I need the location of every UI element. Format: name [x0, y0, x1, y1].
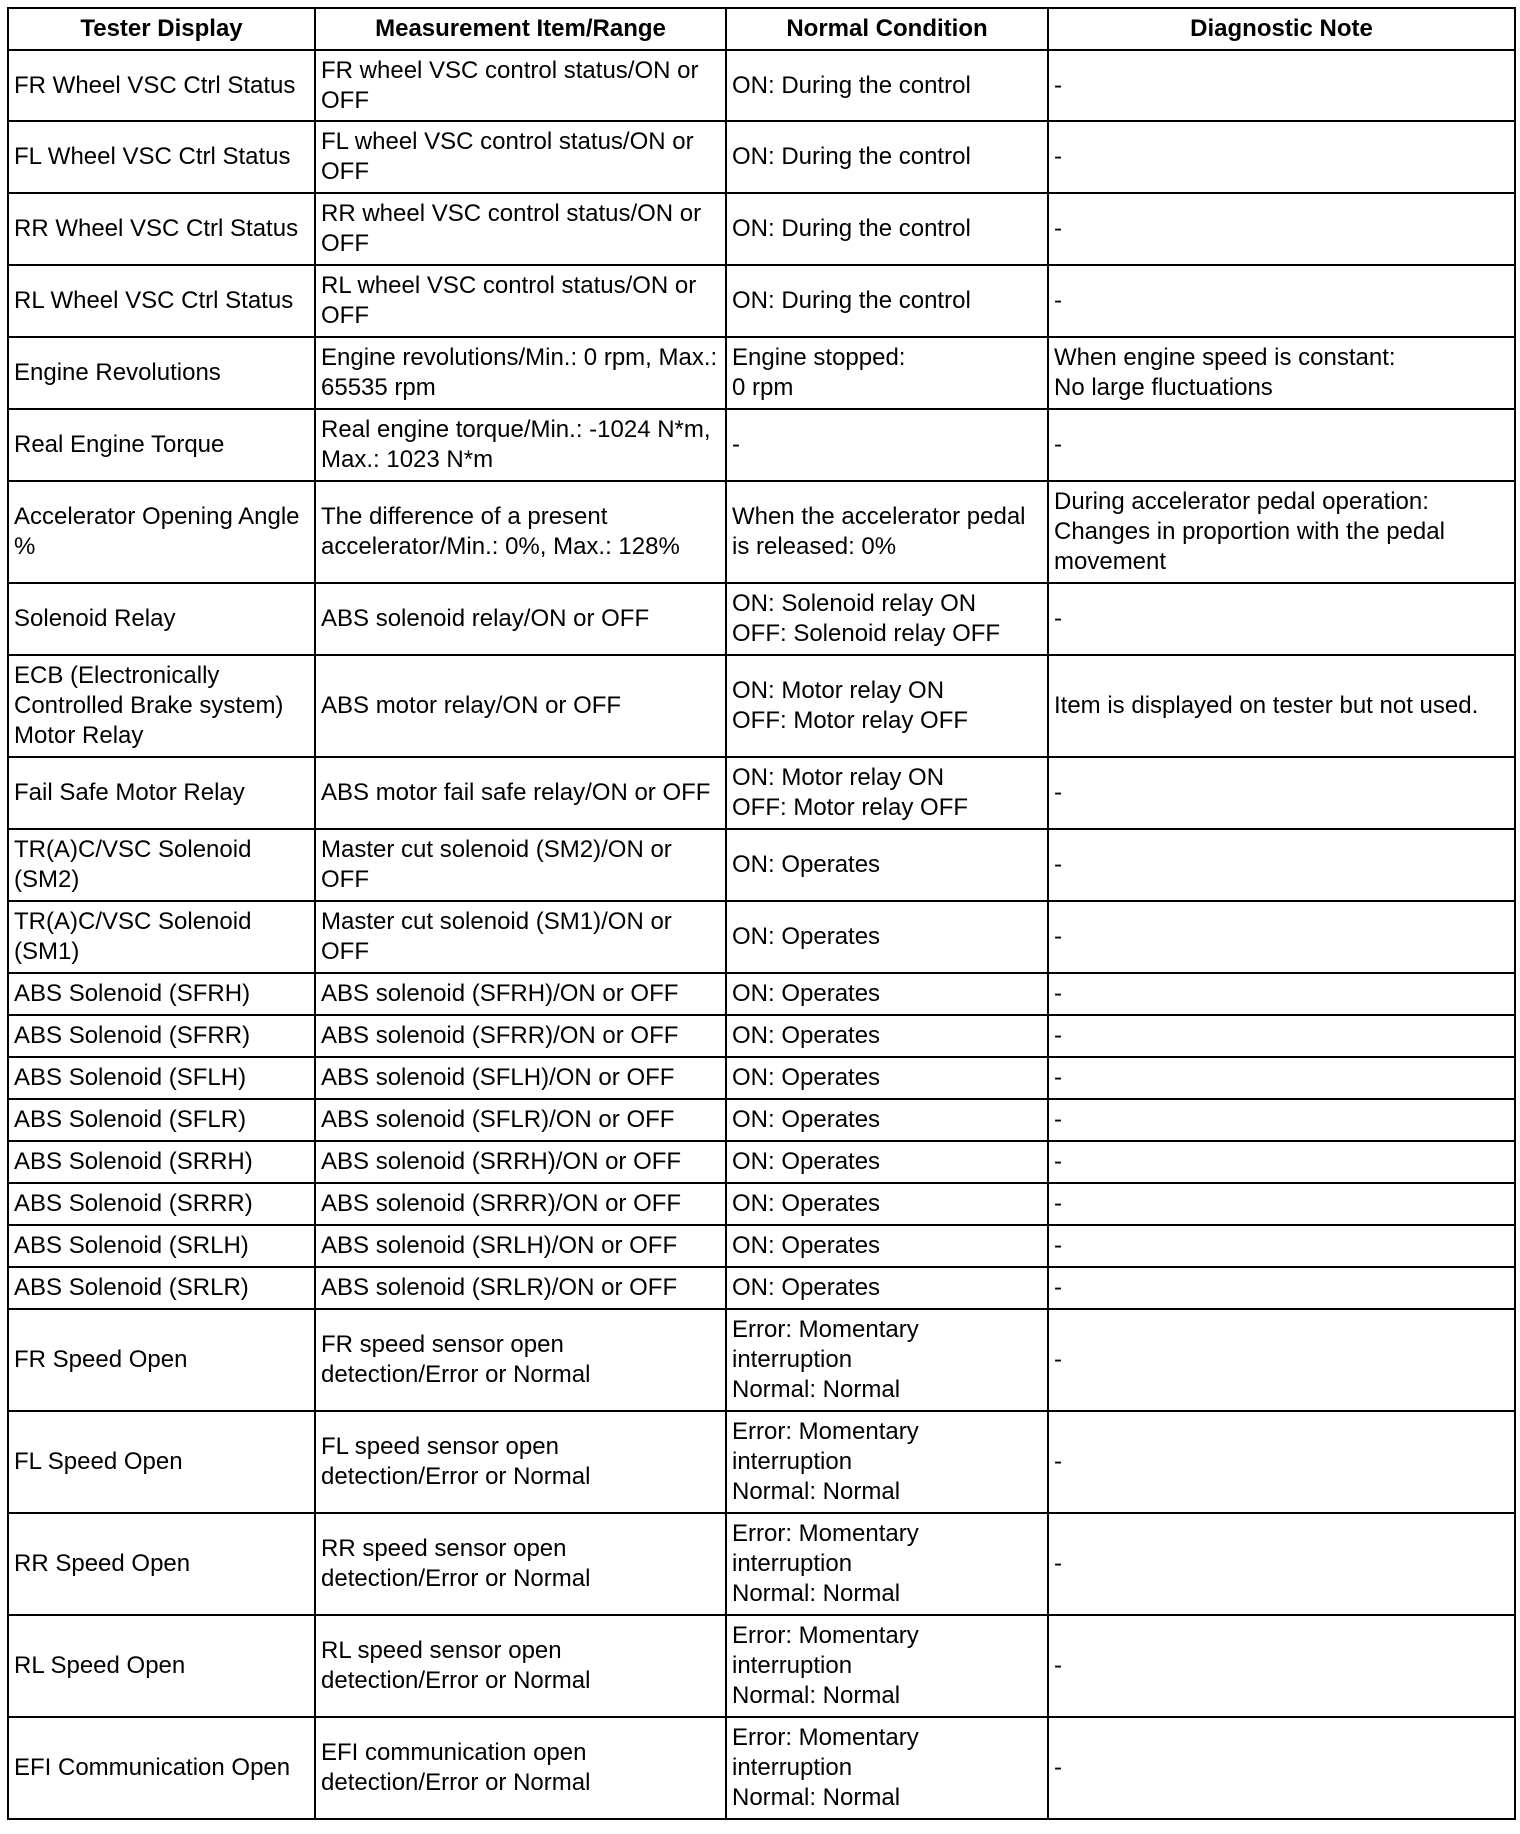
cell-diagnostic-note: When engine speed is constant: No large fluctuations	[1048, 337, 1515, 409]
cell-normal-condition: ON: During the control	[726, 193, 1048, 265]
cell-normal-condition: -	[726, 409, 1048, 481]
cell-normal-condition: ON: Operates	[726, 973, 1048, 1015]
cell-normal-condition: ON: During the control	[726, 265, 1048, 337]
cell-tester-display: ABS Solenoid (SRRR)	[8, 1183, 315, 1225]
table-row	[8, 121, 1515, 193]
cell-normal-condition: Error: Momentary interruption Normal: Normal	[726, 1411, 1048, 1513]
cell-measurement-item: Master cut solenoid (SM2)/ON or OFF	[315, 829, 726, 901]
cell-measurement-item: Engine revolutions/Min.: 0 rpm, Max.: 65535 rpm	[315, 337, 726, 409]
table-row	[8, 973, 1515, 1015]
cell-measurement-item: FR wheel VSC control status/ON or OFF	[315, 50, 726, 121]
cell-diagnostic-note: -	[1048, 1411, 1515, 1513]
cell-normal-condition: Engine stopped: 0 rpm	[726, 337, 1048, 409]
table-row	[8, 901, 1515, 973]
cell-diagnostic-note: -	[1048, 973, 1515, 1015]
table-row	[8, 1717, 1515, 1819]
table-row	[8, 1513, 1515, 1615]
cell-measurement-item: FL wheel VSC control status/ON or OFF	[315, 121, 726, 193]
table-row	[8, 1225, 1515, 1267]
table-row	[8, 1183, 1515, 1225]
cell-measurement-item: Real engine torque/Min.: -1024 N*m, Max.: 1023 N*m	[315, 409, 726, 481]
cell-diagnostic-note: -	[1048, 901, 1515, 973]
cell-measurement-item: RR wheel VSC control status/ON or OFF	[315, 193, 726, 265]
cell-tester-display: Engine Revolutions	[8, 337, 315, 409]
cell-diagnostic-note: -	[1048, 121, 1515, 193]
data-list-table	[7, 7, 1516, 1820]
cell-measurement-item: ABS solenoid (SFRR)/ON or OFF	[315, 1015, 726, 1057]
cell-measurement-item: EFI communication open detection/Error or Normal	[315, 1717, 726, 1819]
cell-normal-condition: ON: Operates	[726, 901, 1048, 973]
cell-tester-display: ABS Solenoid (SRLH)	[8, 1225, 315, 1267]
table-row	[8, 829, 1515, 901]
cell-normal-condition: ON: Operates	[726, 829, 1048, 901]
table-row	[8, 409, 1515, 481]
cell-measurement-item: FR speed sensor open detection/Error or Normal	[315, 1309, 726, 1411]
cell-tester-display: Fail Safe Motor Relay	[8, 757, 315, 829]
cell-tester-display: RR Speed Open	[8, 1513, 315, 1615]
cell-diagnostic-note: -	[1048, 409, 1515, 481]
cell-measurement-item: ABS motor fail safe relay/ON or OFF	[315, 757, 726, 829]
cell-tester-display: TR(A)C/VSC Solenoid (SM2)	[8, 829, 315, 901]
cell-tester-display: EFI Communication Open	[8, 1717, 315, 1819]
table-row	[8, 1411, 1515, 1513]
cell-measurement-item: RR speed sensor open detection/Error or Normal	[315, 1513, 726, 1615]
cell-tester-display: ECB (Electronically Controlled Brake system) Motor Relay	[8, 655, 315, 757]
table-row	[8, 1267, 1515, 1309]
cell-tester-display: Accelerator Opening Angle %	[8, 481, 315, 583]
cell-normal-condition: ON: Operates	[726, 1015, 1048, 1057]
cell-diagnostic-note: -	[1048, 1615, 1515, 1717]
cell-diagnostic-note: Item is displayed on tester but not used.	[1048, 655, 1515, 757]
cell-measurement-item: ABS solenoid relay/ON or OFF	[315, 583, 726, 655]
cell-tester-display: FL Speed Open	[8, 1411, 315, 1513]
cell-tester-display: FR Speed Open	[8, 1309, 315, 1411]
cell-tester-display: FL Wheel VSC Ctrl Status	[8, 121, 315, 193]
header-tester-display: Tester Display	[8, 8, 315, 50]
table-body	[8, 50, 1515, 1819]
cell-measurement-item: ABS solenoid (SFLH)/ON or OFF	[315, 1057, 726, 1099]
cell-normal-condition: Error: Momentary interruption Normal: Normal	[726, 1309, 1048, 1411]
table-row	[8, 1099, 1515, 1141]
table-row	[8, 193, 1515, 265]
cell-tester-display: FR Wheel VSC Ctrl Status	[8, 50, 315, 121]
header-measurement-item: Measurement Item/Range	[315, 8, 726, 50]
cell-diagnostic-note: -	[1048, 1717, 1515, 1819]
cell-diagnostic-note: -	[1048, 1099, 1515, 1141]
cell-normal-condition: ON: Operates	[726, 1141, 1048, 1183]
table-row	[8, 1615, 1515, 1717]
cell-diagnostic-note: -	[1048, 583, 1515, 655]
cell-measurement-item: ABS motor relay/ON or OFF	[315, 655, 726, 757]
cell-diagnostic-note: -	[1048, 1309, 1515, 1411]
cell-measurement-item: ABS solenoid (SRLH)/ON or OFF	[315, 1225, 726, 1267]
cell-measurement-item: RL wheel VSC control status/ON or OFF	[315, 265, 726, 337]
table-row	[8, 265, 1515, 337]
cell-normal-condition: ON: Operates	[726, 1183, 1048, 1225]
cell-tester-display: ABS Solenoid (SFLH)	[8, 1057, 315, 1099]
cell-tester-display: ABS Solenoid (SRLR)	[8, 1267, 315, 1309]
table-row	[8, 655, 1515, 757]
header-row	[8, 8, 1515, 50]
cell-diagnostic-note: -	[1048, 50, 1515, 121]
cell-diagnostic-note: -	[1048, 193, 1515, 265]
cell-normal-condition: When the accelerator pedal is released: 0%	[726, 481, 1048, 583]
cell-tester-display: Real Engine Torque	[8, 409, 315, 481]
cell-normal-condition: Error: Momentary interruption Normal: Normal	[726, 1615, 1048, 1717]
cell-tester-display: Solenoid Relay	[8, 583, 315, 655]
cell-diagnostic-note: -	[1048, 1057, 1515, 1099]
cell-diagnostic-note: -	[1048, 829, 1515, 901]
table-row	[8, 337, 1515, 409]
cell-normal-condition: ON: During the control	[726, 50, 1048, 121]
cell-normal-condition: ON: Operates	[726, 1267, 1048, 1309]
table-row	[8, 757, 1515, 829]
cell-normal-condition: ON: Operates	[726, 1099, 1048, 1141]
cell-normal-condition: ON: Operates	[726, 1057, 1048, 1099]
cell-tester-display: RR Wheel VSC Ctrl Status	[8, 193, 315, 265]
cell-measurement-item: RL speed sensor open detection/Error or Normal	[315, 1615, 726, 1717]
cell-diagnostic-note: -	[1048, 757, 1515, 829]
cell-diagnostic-note: -	[1048, 265, 1515, 337]
cell-tester-display: RL Speed Open	[8, 1615, 315, 1717]
cell-normal-condition: ON: Motor relay ON OFF: Motor relay OFF	[726, 655, 1048, 757]
table-row	[8, 481, 1515, 583]
cell-diagnostic-note: -	[1048, 1267, 1515, 1309]
cell-tester-display: ABS Solenoid (SFLR)	[8, 1099, 315, 1141]
cell-normal-condition: ON: Operates	[726, 1225, 1048, 1267]
cell-tester-display: ABS Solenoid (SFRH)	[8, 973, 315, 1015]
cell-tester-display: RL Wheel VSC Ctrl Status	[8, 265, 315, 337]
cell-normal-condition: Error: Momentary interruption Normal: Normal	[726, 1513, 1048, 1615]
cell-normal-condition: ON: Motor relay ON OFF: Motor relay OFF	[726, 757, 1048, 829]
cell-diagnostic-note: -	[1048, 1183, 1515, 1225]
cell-measurement-item: ABS solenoid (SFLR)/ON or OFF	[315, 1099, 726, 1141]
table-row	[8, 583, 1515, 655]
cell-diagnostic-note: -	[1048, 1141, 1515, 1183]
cell-normal-condition: ON: During the control	[726, 121, 1048, 193]
header-diagnostic-note: Diagnostic Note	[1048, 8, 1515, 50]
cell-measurement-item: ABS solenoid (SFRH)/ON or OFF	[315, 973, 726, 1015]
cell-measurement-item: The difference of a present accelerator/Min.: 0%, Max.: 128%	[315, 481, 726, 583]
table-row	[8, 1309, 1515, 1411]
cell-measurement-item: ABS solenoid (SRRR)/ON or OFF	[315, 1183, 726, 1225]
table-row	[8, 1057, 1515, 1099]
header-normal-condition: Normal Condition	[726, 8, 1048, 50]
cell-measurement-item: FL speed sensor open detection/Error or Normal	[315, 1411, 726, 1513]
cell-diagnostic-note: -	[1048, 1015, 1515, 1057]
table-row	[8, 1015, 1515, 1057]
cell-diagnostic-note: During accelerator pedal operation: Changes in proportion with the pedal movement	[1048, 481, 1515, 583]
cell-measurement-item: Master cut solenoid (SM1)/ON or OFF	[315, 901, 726, 973]
cell-diagnostic-note: -	[1048, 1513, 1515, 1615]
table-row	[8, 1141, 1515, 1183]
table-row	[8, 50, 1515, 121]
cell-measurement-item: ABS solenoid (SRLR)/ON or OFF	[315, 1267, 726, 1309]
cell-tester-display: ABS Solenoid (SFRR)	[8, 1015, 315, 1057]
cell-tester-display: ABS Solenoid (SRRH)	[8, 1141, 315, 1183]
cell-normal-condition: Error: Momentary interruption Normal: Normal	[726, 1717, 1048, 1819]
cell-normal-condition: ON: Solenoid relay ON OFF: Solenoid relay OFF	[726, 583, 1048, 655]
cell-tester-display: TR(A)C/VSC Solenoid (SM1)	[8, 901, 315, 973]
cell-diagnostic-note: -	[1048, 1225, 1515, 1267]
cell-measurement-item: ABS solenoid (SRRH)/ON or OFF	[315, 1141, 726, 1183]
